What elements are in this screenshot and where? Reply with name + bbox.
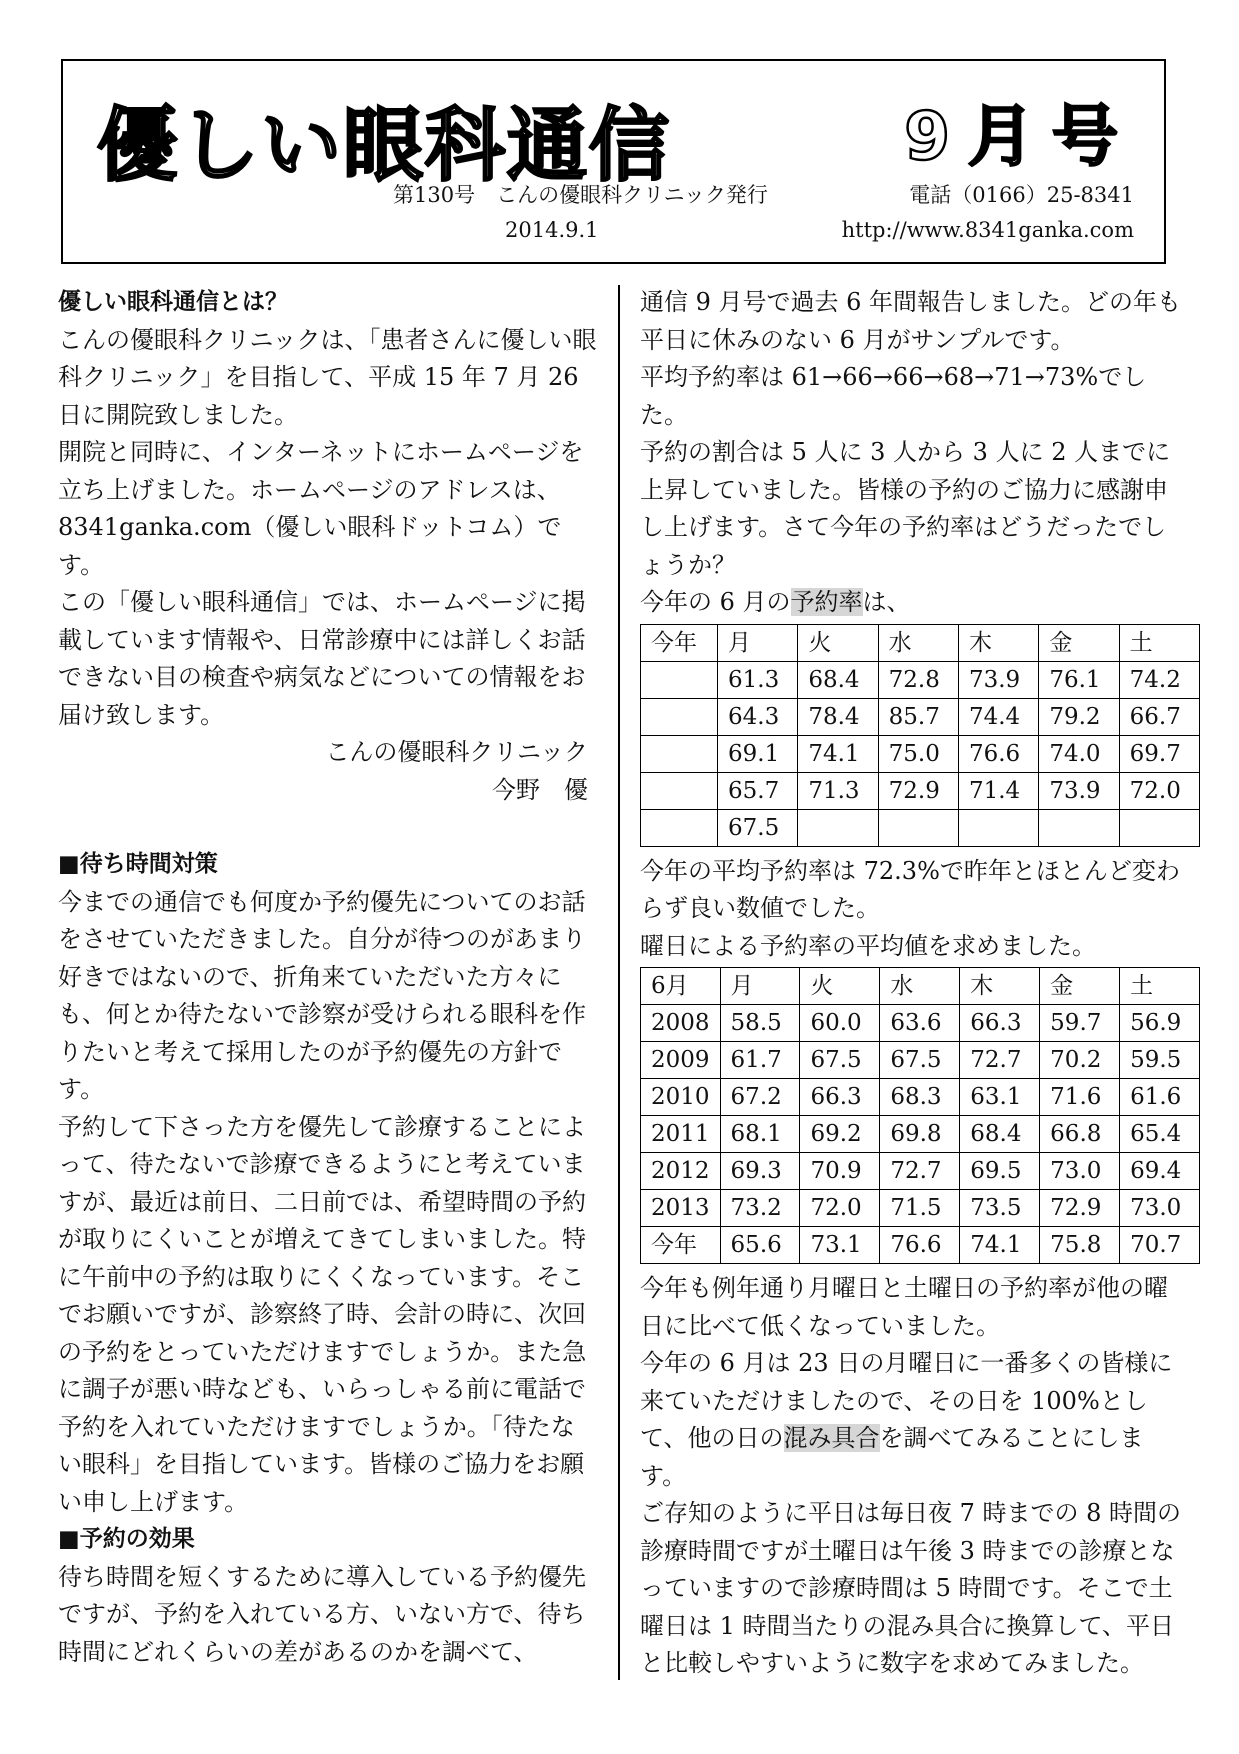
highlight-text: 混み具合 [783,1424,880,1452]
table-cell: 63.6 [880,1005,960,1042]
table-cell: 61.6 [1120,1079,1200,1116]
table-cell: 59.7 [1040,1005,1120,1042]
table-cell: 2013 [641,1190,721,1227]
table-cell: 58.5 [720,1005,800,1042]
table-cell: 66.8 [1040,1116,1120,1153]
newsletter-title: 優しい眼科通信 [97,99,671,192]
table-cell: 61.3 [718,661,798,698]
highlight-text: 予約率 [790,588,863,616]
table-cell: 68.4 [960,1116,1040,1153]
table-cell: 74.0 [1039,735,1119,772]
table-cell: 68.3 [880,1079,960,1116]
table-cell: 73.0 [1040,1153,1120,1190]
table-cell: 67.2 [720,1079,800,1116]
table-cell [878,809,958,846]
table-cell [641,772,718,809]
table-row [641,735,1200,772]
table-cell: 71.6 [1040,1079,1120,1116]
table-cell: 64.3 [718,698,798,735]
table-cell: 56.9 [1120,1005,1200,1042]
table-cell: 2012 [641,1153,721,1190]
table-cell: 85.7 [878,698,958,735]
table-cell [641,698,718,735]
report-paragraph: 通信 9 月号で過去 6 年間報告しました。どの年も平日に休みのない 6 月がサンプルです。 [640,288,1182,354]
table-header-row [641,624,1200,661]
column-divider [618,285,620,1680]
table-cell: 69.8 [880,1116,960,1153]
table-cell: 72.7 [880,1153,960,1190]
report-paragraph: 予約の割合は 5 人に 3 人から 3 人に 2 人までに上昇していました。皆様の予約のご協力に感謝申し上げます。さて今年の予約率はどうだったでしょうか？ [640,438,1171,579]
table-header-cell: 火 [798,624,878,661]
table-header-cell: 金 [1039,624,1119,661]
table-cell: 69.2 [800,1116,880,1153]
table-cell: 72.7 [960,1042,1040,1079]
busyness-paragraph: 今年の 6 月は 23 日の月曜日に一番多くの皆様に来ていただけましたので、その日を 100%として、他の日の混み具合を調べてみることにします。 [640,1349,1173,1490]
table-header-cell: 木 [960,968,1040,1005]
table-cell: 69.4 [1120,1153,1200,1190]
table-cell: 59.5 [1120,1042,1200,1079]
clinic-url[interactable]: http://www.8341ganka.com [841,218,1134,242]
table-cell: 69.5 [960,1153,1040,1190]
reservation-rate-table-this-year [640,624,1200,847]
table-cell: 74.4 [958,698,1038,735]
newsletter-header [61,59,1166,264]
clinic-phone: 電話（0166）25-8341 [909,183,1134,207]
table-header-cell: 今年 [641,624,718,661]
report-paragraph: 今年の平均予約率は 72.3%で昨年とほとんど変わらず良い数値でした。 [640,856,1180,922]
table-cell: 74.2 [1119,661,1199,698]
table-cell: 2011 [641,1116,721,1153]
table-cell: 68.4 [798,661,878,698]
table-cell: 68.1 [720,1116,800,1153]
table-row [641,1042,1200,1079]
table-header-cell: 金 [1040,968,1120,1005]
table-cell: 2009 [641,1042,721,1079]
intro-paragraph: 開院と同時に、インターネットにホームページを立ち上げました。ホームページのアドレスは、8341ganka.com（優しい眼科ドットコム）です。 [58,438,584,579]
table-cell: 67.5 [800,1042,880,1079]
table-cell: 72.9 [1040,1190,1120,1227]
table-cell: 70.2 [1040,1042,1120,1079]
table-cell: 72.0 [800,1190,880,1227]
table-cell: 65.4 [1120,1116,1200,1153]
table-cell: 76.6 [880,1227,960,1264]
table-header-cell: 6月 [641,968,721,1005]
table-cell [798,809,878,846]
table-cell: 2010 [641,1079,721,1116]
left-column [58,284,598,1671]
table-cell: 74.1 [798,735,878,772]
table-cell: 73.0 [1120,1190,1200,1227]
table-cell [641,809,718,846]
table-cell: 66.3 [960,1005,1040,1042]
table-row [641,1153,1200,1190]
table-cell: 73.9 [1039,772,1119,809]
table-row [641,1079,1200,1116]
table-row [641,698,1200,735]
table-cell: 69.7 [1119,735,1199,772]
intro-paragraph: こんの優眼科クリニックは、「患者さんに優しい眼科クリニック」を目指して、平成 15 年 7 月 26 日に開院致しました。 [58,325,597,429]
table-cell: 76.1 [1039,661,1119,698]
table-cell: 73.5 [960,1190,1040,1227]
table-header-cell: 月 [720,968,800,1005]
table-cell [641,735,718,772]
table-cell: 71.5 [880,1190,960,1227]
table-header-cell: 火 [800,968,880,1005]
table-cell: 65.7 [718,772,798,809]
table-cell: 78.4 [798,698,878,735]
table-cell: 72.9 [878,772,958,809]
table2-intro: 曜日による予約率の平均値を求めました。 [640,931,1096,960]
table-cell: 67.5 [718,809,798,846]
table-header-cell: 水 [880,968,960,1005]
table-row [641,772,1200,809]
intro-heading: 優しい眼科通信とは？ [58,289,288,315]
report-paragraph: 今年も例年通り月曜日と土曜日の予約率が他の曜日に比べて低くなっていました。 [640,1274,1168,1340]
wait-paragraph: 今までの通信でも何度か予約優先についてのお話をさせていただきました。自分が待つのがあまり好きではないので、折角来ていただいた方々にも、何とか待たないで診察が受けられる眼科を作りたいと考えて採用したのが予約優先の方針です。 [58,887,586,1103]
intro-paragraph: この「優しい眼科通信」では、ホームページに掲載しています情報や、日常診療中には詳しくお話できない目の検査や病気などについての情報をお届け致します。 [58,588,586,729]
table-cell: 72.8 [878,661,958,698]
wait-paragraph: 予約して下さった方を優先して診療することによって、待たないで診療できるようにと考えていますが、最近は前日、二日前では、希望時間の予約が取りにくいことが増えてきてしまいました。特に午前中の予約は取りにくくなっています。そこでお願いですが、診察終了時、会計の時に、次回の予約をとっていただけますでしょうか。また急に調子が悪い時なども、いらっしゃる前に電話で予約を入れていただけますでしょうか。「待たない眼科」を目指しています。皆様のご協力をお願い申し上げます。 [58,1112,587,1516]
table-row [641,809,1200,846]
table-cell: 73.1 [800,1227,880,1264]
signature-clinic: こんの優眼科クリニック [325,738,588,766]
table-cell: 69.1 [718,735,798,772]
table-cell [641,661,718,698]
table-cell: 79.2 [1039,698,1119,735]
table-cell: 70.7 [1120,1227,1200,1264]
table-cell: 75.8 [1040,1227,1120,1264]
table-row [641,1227,1200,1264]
right-column [640,284,1185,1683]
table-row [641,1005,1200,1042]
table-row [641,661,1200,698]
table-cell: 69.3 [720,1153,800,1190]
table-header-row [641,968,1200,1005]
table-cell [958,809,1038,846]
table-cell: 2008 [641,1005,721,1042]
average-rate-history: 平均予約率は 61→66→66→68→71→73%でした。 [640,363,1147,429]
table-cell: 76.6 [958,735,1038,772]
issue-month: 9月号 [904,98,1136,175]
table-cell: 71.3 [798,772,878,809]
table-header-cell: 水 [878,624,958,661]
table-cell: 74.1 [960,1227,1040,1264]
table-cell [1119,809,1199,846]
table-cell: 61.7 [720,1042,800,1079]
table-header-cell: 土 [1120,968,1200,1005]
table-cell: 66.7 [1119,698,1199,735]
table-row [641,1190,1200,1227]
table1-intro: 今年の 6 月の予約率は、 [640,588,911,616]
table-cell: 65.6 [720,1227,800,1264]
table-cell: 75.0 [878,735,958,772]
wait-heading: ■待ち時間対策 [58,851,218,877]
table-cell [1039,809,1119,846]
report-paragraph: ご存知のように平日は毎日夜 7 時までの 8 時間の診療時間ですが土曜日は午後 3 時までの診療となっていますので診療時間は 5 時間です。そこで土曜日は 1 時間当たりの混み具合に換算して、平日と比較しやすいように数字を求めてみました。 [640,1499,1182,1677]
reservation-rate-table-by-year [640,967,1200,1264]
table-cell: 72.0 [1119,772,1199,809]
table-cell: 70.9 [800,1153,880,1190]
table-header-cell: 土 [1119,624,1199,661]
signature-name: 今野 優 [492,775,588,804]
table-cell: 73.2 [720,1190,800,1227]
table-cell: 60.0 [800,1005,880,1042]
table-cell: 66.3 [800,1079,880,1116]
table-cell: 71.4 [958,772,1038,809]
table-row [641,1116,1200,1153]
issue-publisher: 第130号 こんの優眼科クリニック発行 [393,183,768,207]
table-cell: 今年 [641,1227,721,1264]
effect-paragraph: 待ち時間を短くするために導入している予約優先ですが、予約を入れている方、いない方で、待ち時間にどれくらいの差があるのかを調べて、 [58,1562,586,1666]
table-cell: 67.5 [880,1042,960,1079]
table-cell: 73.9 [958,661,1038,698]
issue-date: 2014.9.1 [505,218,599,242]
table-cell: 63.1 [960,1079,1040,1116]
table-header-cell: 月 [718,624,798,661]
effect-heading: ■予約の効果 [58,1526,195,1552]
table-header-cell: 木 [958,624,1038,661]
